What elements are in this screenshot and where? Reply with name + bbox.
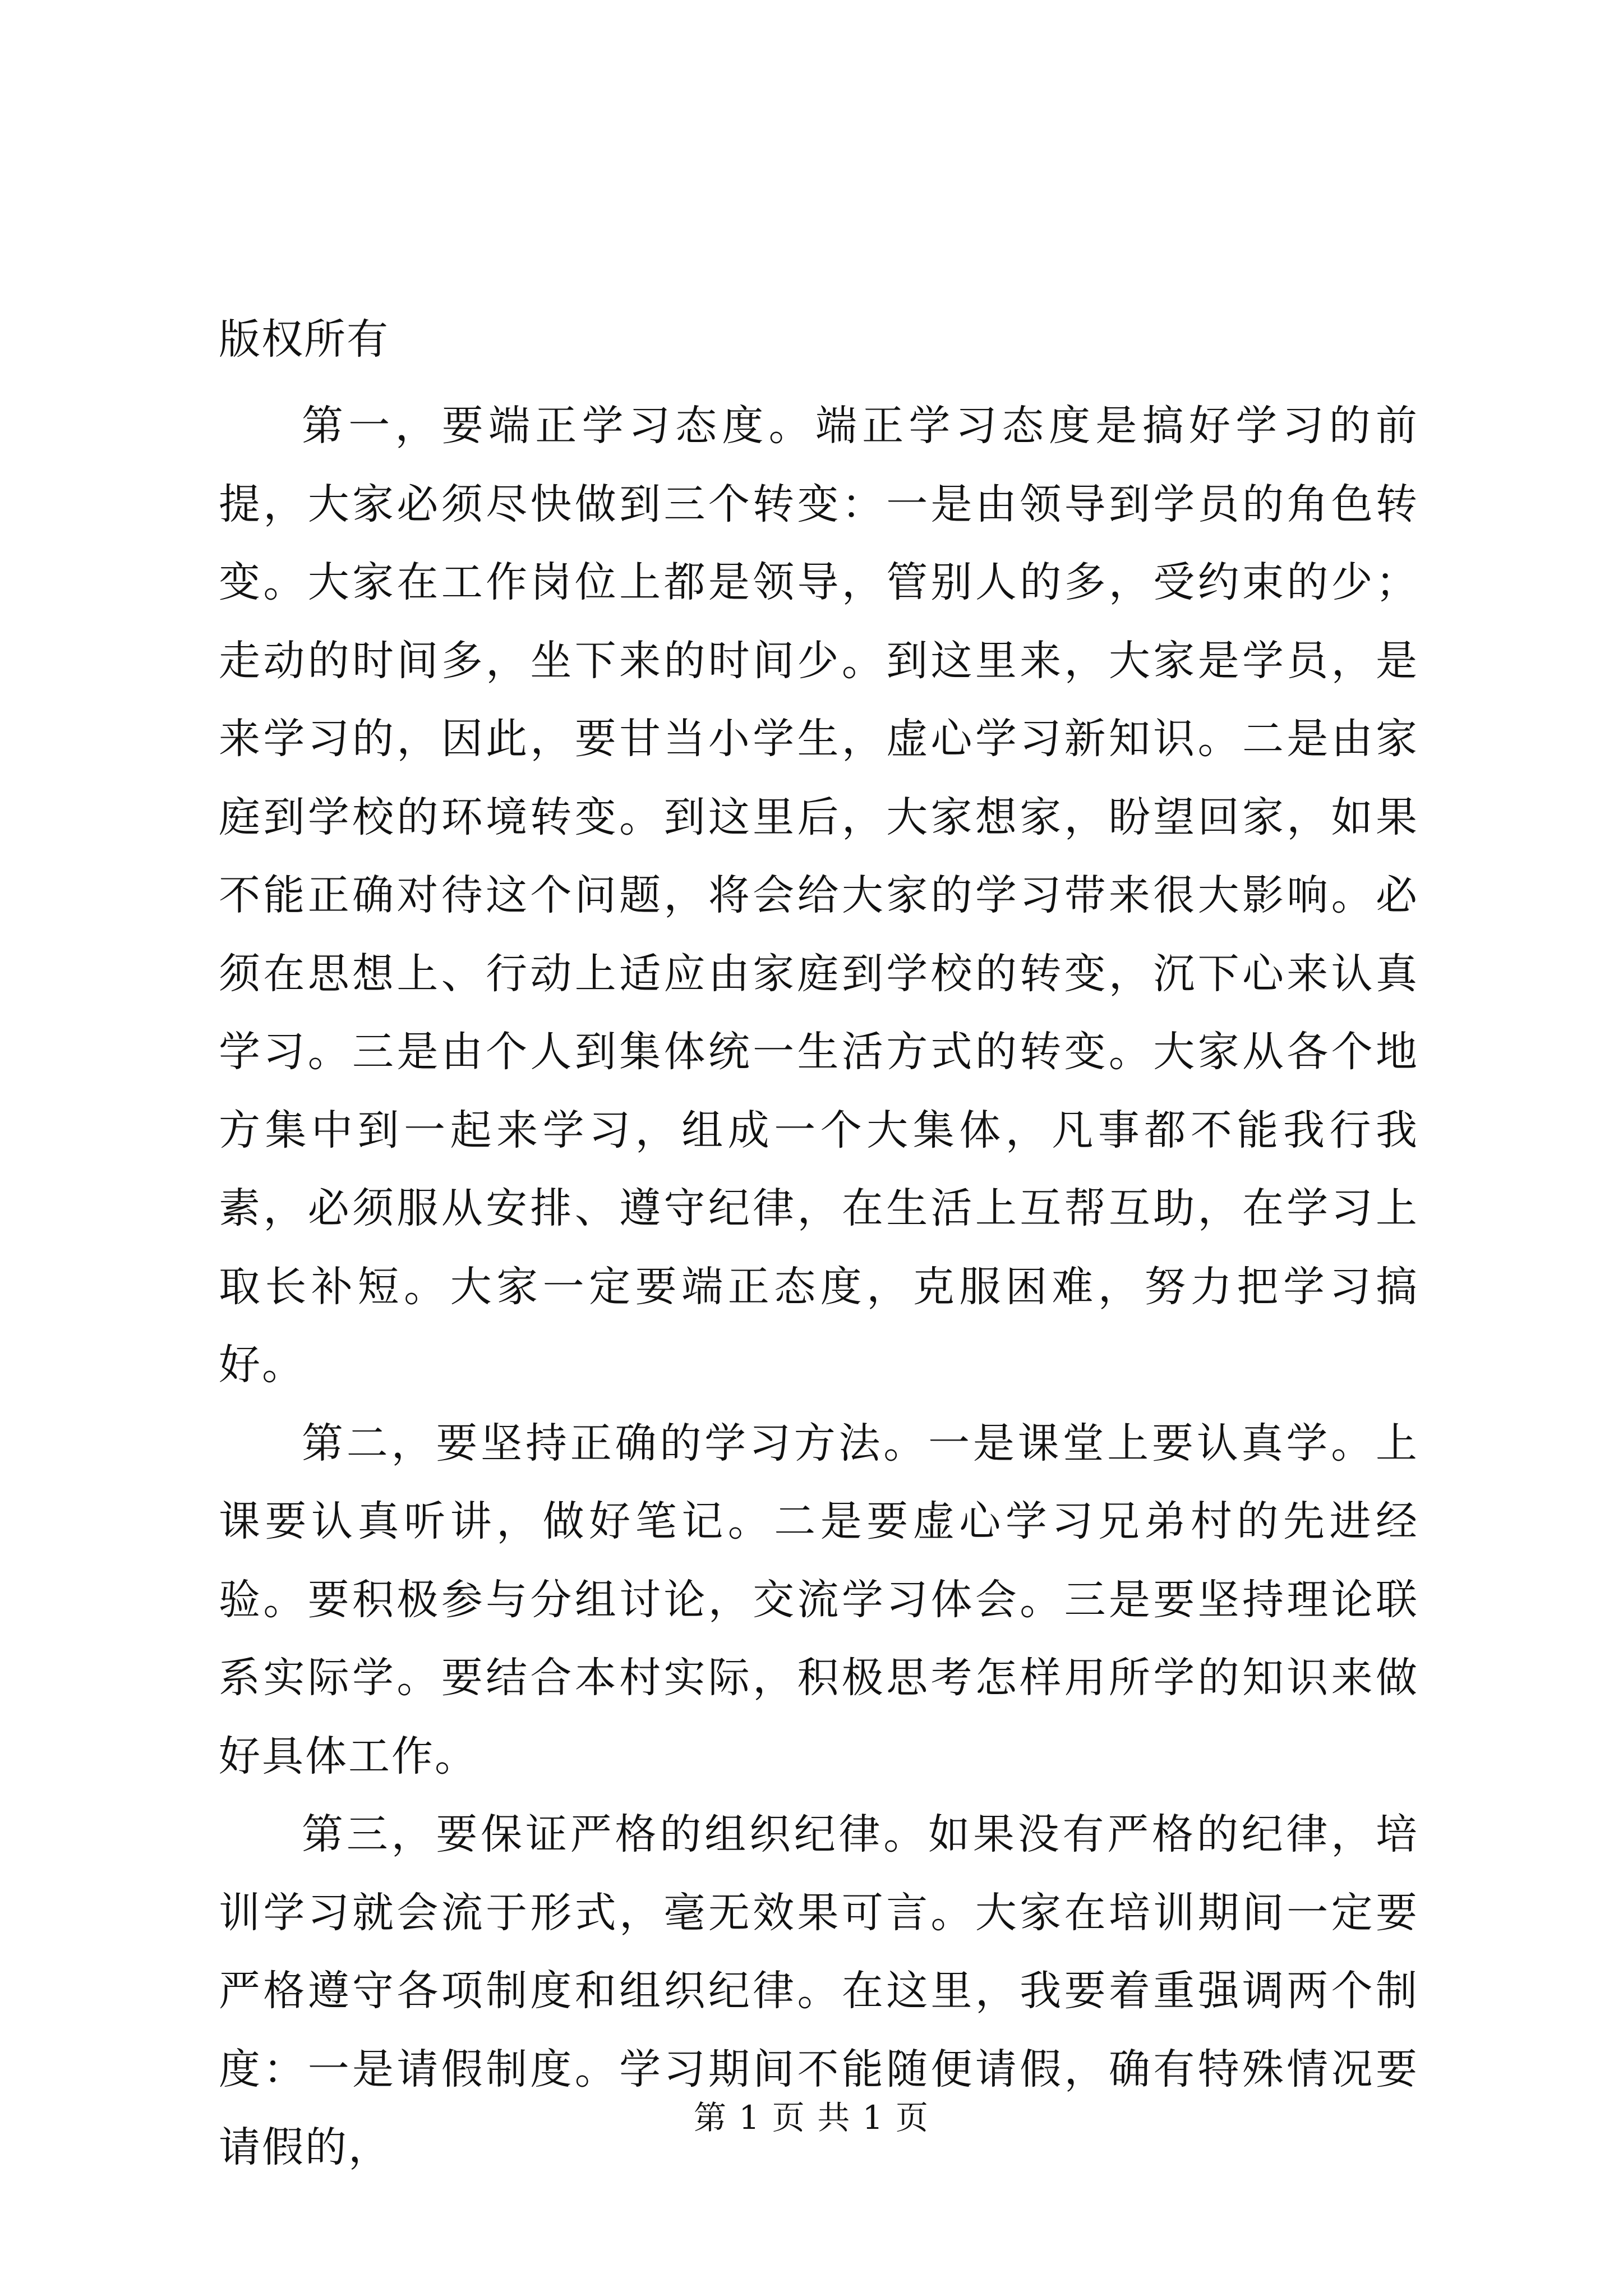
document-body	[219, 387, 1419, 2187]
paragraph-1: 第一，要端正学习态度。端正学习态度是搞好学习的前提，大家必须尽快做到三个转变：一是由领导到学员的角色转变。大家在工作岗位上都是领导，管别人的多，受约束的少；走动的时间多，坐下来的时间少。到这里来，大家是学员，是来学习的，因此，要甘当小学生，虚心学习新知识。二是由家庭到学校的环境转变。到这里后，大家想家，盼望回家，如果不能正确对待这个问题，将会给大家的学习带来很大影响。必须在思想上、行动上适应由家庭到学校的转变，沉下心来认真学习。三是由个人到集体统一生活方式的转变。大家从各个地方集中到一起来学习，组成一个大集体，凡事都不能我行我素，必须服从安排、遵守纪律，在生活上互帮互助，在学习上取长补短。大家一定要端正态度，克服困难，努力把学习搞好。	[219, 402, 1419, 1389]
paragraph-3: 第三，要保证严格的组织纪律。如果没有严格的纪律，培训学习就会流于形式，毫无效果可言。大家在培训期间一定要严格遵守各项制度和组织纪律。在这里，我要着重强调两个制度：一是请假制度。学习期间不能随便请假，确有特殊情况要请假的，	[219, 1810, 1419, 2171]
page-footer: 第 1 页 共 1 页	[694, 2099, 929, 2137]
paragraph-2: 第二，要坚持正确的学习方法。一是课堂上要认真学。上课要认真听讲，做好笔记。二是要虚心学习兄弟村的先进经验。要积极参与分组讨论，交流学习体会。三是要坚持理论联系实际学。要结合本村实际，积极思考怎样用所学的知识来做好具体工作。	[219, 1419, 1419, 1780]
copyright-notice: 版权所有	[219, 315, 389, 364]
